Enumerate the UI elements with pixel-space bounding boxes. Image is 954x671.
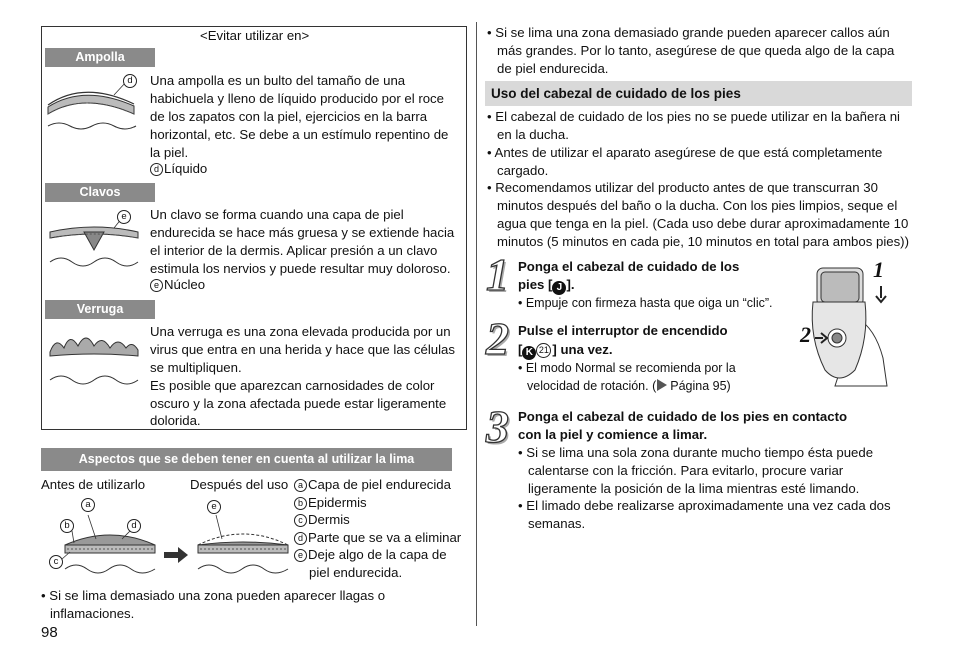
legend-text: Deje algo de la capa de xyxy=(308,547,447,562)
verruga-header: Verruga xyxy=(45,300,155,319)
marker-a: a xyxy=(81,498,95,512)
before-label: Antes de utilizarlo xyxy=(41,477,146,492)
legend-item xyxy=(294,511,350,529)
usage-bullet-line: en la ducha. xyxy=(497,127,569,142)
verruga-line: oscuro y la zona afectada puede estar ligeramente xyxy=(150,396,447,411)
ampolla-line: horizontal, etc. Se debe a un estímulo repentino de xyxy=(150,127,449,142)
legend-text: Parte que se va a eliminar xyxy=(308,530,462,545)
clavos-line: Un clavo se forma cuando una capa de piel xyxy=(150,207,404,222)
legend-text: Epidermis xyxy=(308,495,367,510)
usage-bullet-line: • Antes de utilizar el aparato asegúrese de que está completamente xyxy=(487,145,883,160)
column-divider xyxy=(476,22,477,626)
wart-illustration xyxy=(44,326,144,396)
step2-note xyxy=(527,377,731,395)
part-k-icon: K xyxy=(522,346,536,360)
page-reference-arrow-icon xyxy=(657,379,667,391)
marker-d: d xyxy=(123,74,137,88)
part-number-icon: 21 xyxy=(536,343,551,358)
ampolla-legend xyxy=(150,160,207,178)
step3-note-line: semanas. xyxy=(528,516,586,531)
legend-marker: c xyxy=(294,514,307,527)
step2-note: • El modo Normal se recomienda por la xyxy=(518,361,736,375)
step3-note-line: • Si se lima una sola zona durante mucho tiempo ésta puede xyxy=(518,445,874,460)
filing-diagram xyxy=(40,495,300,580)
ampolla-line: habichuela y lleno de líquido producido por el roce xyxy=(150,91,444,106)
legend-text: piel endurecida. xyxy=(309,565,403,580)
marker-e-diagram: e xyxy=(207,500,221,514)
ampolla-line: de los zapatos con la piel, ejercicios en la barra xyxy=(150,109,428,124)
step3-title: con la piel y comience a limar. xyxy=(518,427,708,442)
verruga-line: dolorida. xyxy=(150,413,201,428)
ampolla-line: Una ampolla es un bulto del tamaño de una xyxy=(150,73,406,88)
step1-title-text: pies [ xyxy=(518,277,553,292)
top-bullet-line: de piel endurecida. xyxy=(497,61,609,76)
section-header: Uso del cabezal de cuidado de los pies xyxy=(491,86,741,101)
step-number-1: 1 xyxy=(486,249,509,300)
bottom-bullet-line: • Si se lima demasiado una zona pueden aparecer llagas o xyxy=(41,588,386,603)
marker-b: b xyxy=(60,519,74,533)
device-illustration xyxy=(795,258,910,388)
marker-d-diagram: d xyxy=(127,519,141,533)
legend-item xyxy=(294,476,451,494)
legend-text: Líquido xyxy=(164,161,208,176)
verruga-line: Una verruga es una zona elevada producida por un xyxy=(150,324,451,339)
bottom-bullet-line: inflamaciones. xyxy=(50,606,135,621)
marker-e: e xyxy=(117,210,131,224)
step-number-2: 2 xyxy=(486,313,509,364)
top-bullet-line: más grandes. Por lo tanto, asegúrese de que queda algo de la capa xyxy=(497,43,895,58)
usage-bullet-line: minutos después del baño o la ducha. Con los pies limpios, seque el xyxy=(497,198,898,213)
usage-bullet-line: agua que tenga en la piel. (Cada uso debe durar aproximadamente 10 xyxy=(497,216,909,231)
step3-note-line: ligeramente la posición de la lima mientras esté limando. xyxy=(528,481,860,496)
page-number: 98 xyxy=(41,624,58,641)
step3-note-line: • El limado debe realizarse aproximadamente una vez cada dos xyxy=(518,498,891,513)
step3-note-line: calentarse con la fricción. Para evitarlo, procure variar xyxy=(528,463,844,478)
legend-marker: b xyxy=(294,497,307,510)
step2-title-end: ] una vez. xyxy=(552,342,613,357)
step2-note-text: velocidad de rotación. ( xyxy=(527,379,657,393)
aspects-header: Aspectos que se deben tener en cuenta al utilizar la lima xyxy=(41,448,452,471)
box-title: <Evitar utilizar en> xyxy=(200,28,310,43)
step-number-3: 3 xyxy=(486,401,509,452)
step1-title xyxy=(518,276,575,295)
top-bullet-line: • Si se lima una zona demasiado grande pueden aparecer callos aún xyxy=(487,25,890,40)
legend-marker: e xyxy=(150,279,163,292)
legend-item xyxy=(294,529,461,547)
after-label: Después del uso xyxy=(190,477,289,492)
step2-note-ref: Página 95) xyxy=(670,379,731,393)
legend-text: Núcleo xyxy=(164,277,206,292)
step1-title-end: ]. xyxy=(566,277,575,292)
clavos-line: estimula los nervios y puede resultar muy doloroso. xyxy=(150,261,451,276)
legend-marker: d xyxy=(150,163,163,176)
clavos-line: el interior de la dermis. Aplicar presión a un clavo xyxy=(150,243,438,258)
legend-item xyxy=(294,546,447,564)
step2-title: Pulse el interruptor de encendido xyxy=(518,323,728,338)
clavos-line: endurecida se hace más gruesa y se extiende hacia xyxy=(150,225,455,240)
usage-bullet-line: • Recomendamos utilizar del producto antes de que transcurran 30 xyxy=(487,180,878,195)
step1-note: • Empuje con firmeza hasta que oiga un “clic”. xyxy=(518,296,773,310)
usage-bullet-line: minutos (5 minutos en cada pie, 10 minutos en total para ambos pies)) xyxy=(497,234,909,249)
part-j-icon: J xyxy=(552,281,566,295)
ampolla-line: la piel. xyxy=(150,145,189,160)
legend-text: Dermis xyxy=(308,512,350,527)
step1-title: Ponga el cabezal de cuidado de los xyxy=(518,259,740,274)
usage-bullet-line: cargado. xyxy=(497,163,549,178)
clavos-legend xyxy=(150,276,205,294)
verruga-line: virus que entra en una herida y hace que las células xyxy=(150,342,455,357)
illustration-label-1: 1 xyxy=(873,257,884,282)
legend-marker: e xyxy=(294,549,307,562)
legend-marker: d xyxy=(294,532,307,545)
step2-title-line2: [ K 21 ] una vez. xyxy=(518,342,613,358)
legend-text: Capa de piel endurecida xyxy=(308,477,451,492)
verruga-line: se multipliquen. xyxy=(150,360,242,375)
legend-marker: a xyxy=(294,479,307,492)
verruga-line: Es posible que aparezcan carnosidades de color xyxy=(150,378,435,393)
usage-bullet-line: • El cabezal de cuidado de los pies no se puede utilizar en la bañera ni xyxy=(487,109,900,124)
illustration-label-2: 2 xyxy=(800,322,811,347)
ampolla-header: Ampolla xyxy=(45,48,155,67)
clavos-header: Clavos xyxy=(45,183,155,202)
marker-c: c xyxy=(49,555,63,569)
step3-title: Ponga el cabezal de cuidado de los pies en contacto xyxy=(518,409,848,424)
legend-item xyxy=(294,494,367,512)
